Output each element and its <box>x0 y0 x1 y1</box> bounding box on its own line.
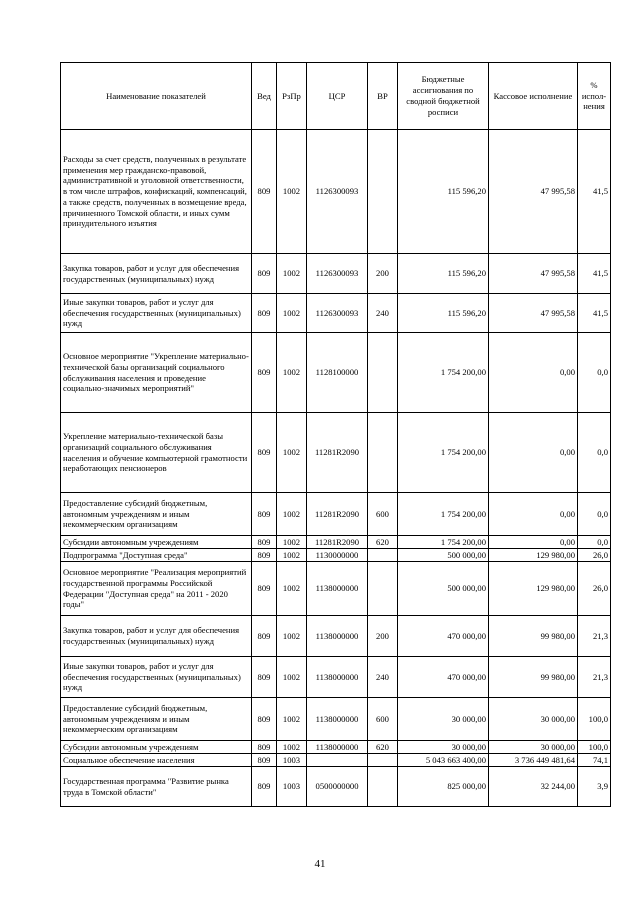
row-name: Подпрограмма "Доступная среда" <box>61 549 252 562</box>
table-row <box>61 413 611 493</box>
row-rzpr: 1002 <box>277 294 307 333</box>
header-assignments: Бюджетные ассигнования по сводной бюджетной росписи <box>398 63 489 130</box>
table-row <box>61 741 611 754</box>
row-assignments: 470 000,00 <box>398 657 489 698</box>
row-rzpr: 1002 <box>277 254 307 294</box>
table-row <box>61 130 611 254</box>
row-vr <box>368 754 398 767</box>
row-cash: 47 995,58 <box>489 294 578 333</box>
row-name: Социальное обеспечение населения <box>61 754 252 767</box>
row-assignments: 5 043 663 400,00 <box>398 754 489 767</box>
row-ved: 809 <box>252 130 277 254</box>
row-percent: 26,0 <box>578 549 611 562</box>
row-percent: 0,0 <box>578 413 611 493</box>
row-csr: 11281R2090 <box>307 536 368 549</box>
row-name: Предоставление субсидий бюджетным, автономным учреждениям и иным некоммерческим организациям <box>61 493 252 536</box>
row-rzpr: 1002 <box>277 657 307 698</box>
row-cash: 0,00 <box>489 413 578 493</box>
row-csr: 1138000000 <box>307 657 368 698</box>
row-csr: 0500000000 <box>307 767 368 807</box>
row-vr: 240 <box>368 294 398 333</box>
header-row <box>61 63 611 130</box>
row-assignments: 1 754 200,00 <box>398 333 489 413</box>
row-name: Основное мероприятие "Укрепление материально-технической базы организаций социального обслуживания населения и проведение социально-значимых мероприятий" <box>61 333 252 413</box>
row-assignments: 30 000,00 <box>398 698 489 741</box>
row-percent: 41,5 <box>578 254 611 294</box>
row-percent: 100,0 <box>578 741 611 754</box>
row-vr: 620 <box>368 741 398 754</box>
row-ved: 809 <box>252 493 277 536</box>
row-name: Расходы за счет средств, полученных в результате применения мер гражданско-правовой, административной и уголовной ответственности, в том числе штрафов, конфискаций, компенсаций, а также средств, полученных в возмещение вреда, причиненного Томской области, и иных сумм принудительного изъятия <box>61 130 252 254</box>
row-assignments: 1 754 200,00 <box>398 536 489 549</box>
row-percent: 26,0 <box>578 562 611 616</box>
row-ved: 809 <box>252 254 277 294</box>
header-percent: % испол-нения <box>578 63 611 130</box>
row-cash: 99 980,00 <box>489 616 578 657</box>
row-cash: 129 980,00 <box>489 549 578 562</box>
row-name: Иные закупки товаров, работ и услуг для обеспечения государственных (муниципальных) нужд <box>61 294 252 333</box>
table-row <box>61 536 611 549</box>
row-csr: 1126300093 <box>307 254 368 294</box>
row-rzpr: 1002 <box>277 413 307 493</box>
row-vr: 600 <box>368 698 398 741</box>
row-name: Субсидии автономным учреждениям <box>61 536 252 549</box>
row-csr: 1138000000 <box>307 741 368 754</box>
row-vr: 200 <box>368 616 398 657</box>
table-row <box>61 333 611 413</box>
row-csr: 1138000000 <box>307 698 368 741</box>
row-rzpr: 1002 <box>277 549 307 562</box>
row-percent: 100,0 <box>578 698 611 741</box>
row-name: Субсидии автономным учреждениям <box>61 741 252 754</box>
row-csr <box>307 754 368 767</box>
row-assignments: 30 000,00 <box>398 741 489 754</box>
row-ved: 809 <box>252 616 277 657</box>
row-percent: 3,9 <box>578 767 611 807</box>
row-percent: 0,0 <box>578 333 611 413</box>
table-row <box>61 294 611 333</box>
row-percent: 21,3 <box>578 657 611 698</box>
row-cash: 0,00 <box>489 333 578 413</box>
row-name: Укрепление материально-технической базы организаций социального обслуживания населения и обучение компьютерной грамотности неработающих пенсионеров <box>61 413 252 493</box>
budget-table <box>60 62 611 807</box>
row-cash: 0,00 <box>489 536 578 549</box>
row-vr: 200 <box>368 254 398 294</box>
row-ved: 809 <box>252 741 277 754</box>
row-cash: 47 995,58 <box>489 130 578 254</box>
table-row <box>61 549 611 562</box>
row-rzpr: 1002 <box>277 698 307 741</box>
row-assignments: 115 596,20 <box>398 294 489 333</box>
row-csr: 1126300093 <box>307 130 368 254</box>
row-ved: 809 <box>252 549 277 562</box>
page-number: 41 <box>314 858 326 870</box>
row-rzpr: 1002 <box>277 333 307 413</box>
row-rzpr: 1002 <box>277 493 307 536</box>
row-name: Основное мероприятие "Реализация мероприятий государственной программы Российской Федерации "Доступная среда" на 2011 - 2020 годы" <box>61 562 252 616</box>
row-vr <box>368 549 398 562</box>
row-assignments: 115 596,20 <box>398 130 489 254</box>
row-csr: 1126300093 <box>307 294 368 333</box>
row-name: Государственная программа "Развитие рынка труда в Томской области" <box>61 767 252 807</box>
row-assignments: 1 754 200,00 <box>398 413 489 493</box>
table-row <box>61 657 611 698</box>
row-rzpr: 1002 <box>277 130 307 254</box>
row-rzpr: 1003 <box>277 754 307 767</box>
row-rzpr: 1002 <box>277 536 307 549</box>
row-csr: 1128100000 <box>307 333 368 413</box>
header-csr: ЦСР <box>307 63 368 130</box>
row-percent: 0,0 <box>578 493 611 536</box>
row-vr <box>368 130 398 254</box>
row-rzpr: 1002 <box>277 741 307 754</box>
row-ved: 809 <box>252 767 277 807</box>
header-name: Наименование показателей <box>61 63 252 130</box>
row-vr: 600 <box>368 493 398 536</box>
table-row <box>61 562 611 616</box>
row-name: Закупка товаров, работ и услуг для обеспечения государственных (муниципальных) нужд <box>61 616 252 657</box>
row-vr: 620 <box>368 536 398 549</box>
table-row <box>61 493 611 536</box>
row-vr <box>368 413 398 493</box>
table-row <box>61 767 611 807</box>
row-ved: 809 <box>252 536 277 549</box>
row-ved: 809 <box>252 562 277 616</box>
header-vr: ВР <box>368 63 398 130</box>
row-name: Иные закупки товаров, работ и услуг для обеспечения государственных (муниципальных) нужд <box>61 657 252 698</box>
row-assignments: 825 000,00 <box>398 767 489 807</box>
row-ved: 809 <box>252 754 277 767</box>
table-row <box>61 254 611 294</box>
row-cash: 32 244,00 <box>489 767 578 807</box>
row-rzpr: 1003 <box>277 767 307 807</box>
row-percent: 41,5 <box>578 294 611 333</box>
header-cash-execution: Кассовое исполнение <box>489 63 578 130</box>
row-vr <box>368 767 398 807</box>
row-assignments: 115 596,20 <box>398 254 489 294</box>
row-percent: 0,0 <box>578 536 611 549</box>
row-cash: 47 995,58 <box>489 254 578 294</box>
row-ved: 809 <box>252 294 277 333</box>
row-assignments: 500 000,00 <box>398 549 489 562</box>
row-rzpr: 1002 <box>277 616 307 657</box>
row-vr: 240 <box>368 657 398 698</box>
row-cash: 129 980,00 <box>489 562 578 616</box>
row-assignments: 500 000,00 <box>398 562 489 616</box>
row-cash: 3 736 449 481,64 <box>489 754 578 767</box>
header-ved: Вед <box>252 63 277 130</box>
row-cash: 0,00 <box>489 493 578 536</box>
row-csr: 1138000000 <box>307 562 368 616</box>
row-assignments: 470 000,00 <box>398 616 489 657</box>
row-ved: 809 <box>252 657 277 698</box>
row-csr: 1138000000 <box>307 616 368 657</box>
row-csr: 11281R2090 <box>307 493 368 536</box>
table-row <box>61 698 611 741</box>
row-cash: 30 000,00 <box>489 698 578 741</box>
row-name: Предоставление субсидий бюджетным, автономным учреждениям и иным некоммерческим организациям <box>61 698 252 741</box>
row-ved: 809 <box>252 333 277 413</box>
table-row <box>61 616 611 657</box>
row-vr <box>368 562 398 616</box>
row-percent: 41,5 <box>578 130 611 254</box>
row-assignments: 1 754 200,00 <box>398 493 489 536</box>
row-ved: 809 <box>252 413 277 493</box>
row-percent: 74,1 <box>578 754 611 767</box>
row-cash: 99 980,00 <box>489 657 578 698</box>
row-vr <box>368 333 398 413</box>
row-rzpr: 1002 <box>277 562 307 616</box>
row-ved: 809 <box>252 698 277 741</box>
row-csr: 11281R2090 <box>307 413 368 493</box>
row-name: Закупка товаров, работ и услуг для обеспечения государственных (муниципальных) нужд <box>61 254 252 294</box>
row-cash: 30 000,00 <box>489 741 578 754</box>
header-rzpr: РзПр <box>277 63 307 130</box>
row-csr: 1130000000 <box>307 549 368 562</box>
row-percent: 21,3 <box>578 616 611 657</box>
table-row <box>61 754 611 767</box>
